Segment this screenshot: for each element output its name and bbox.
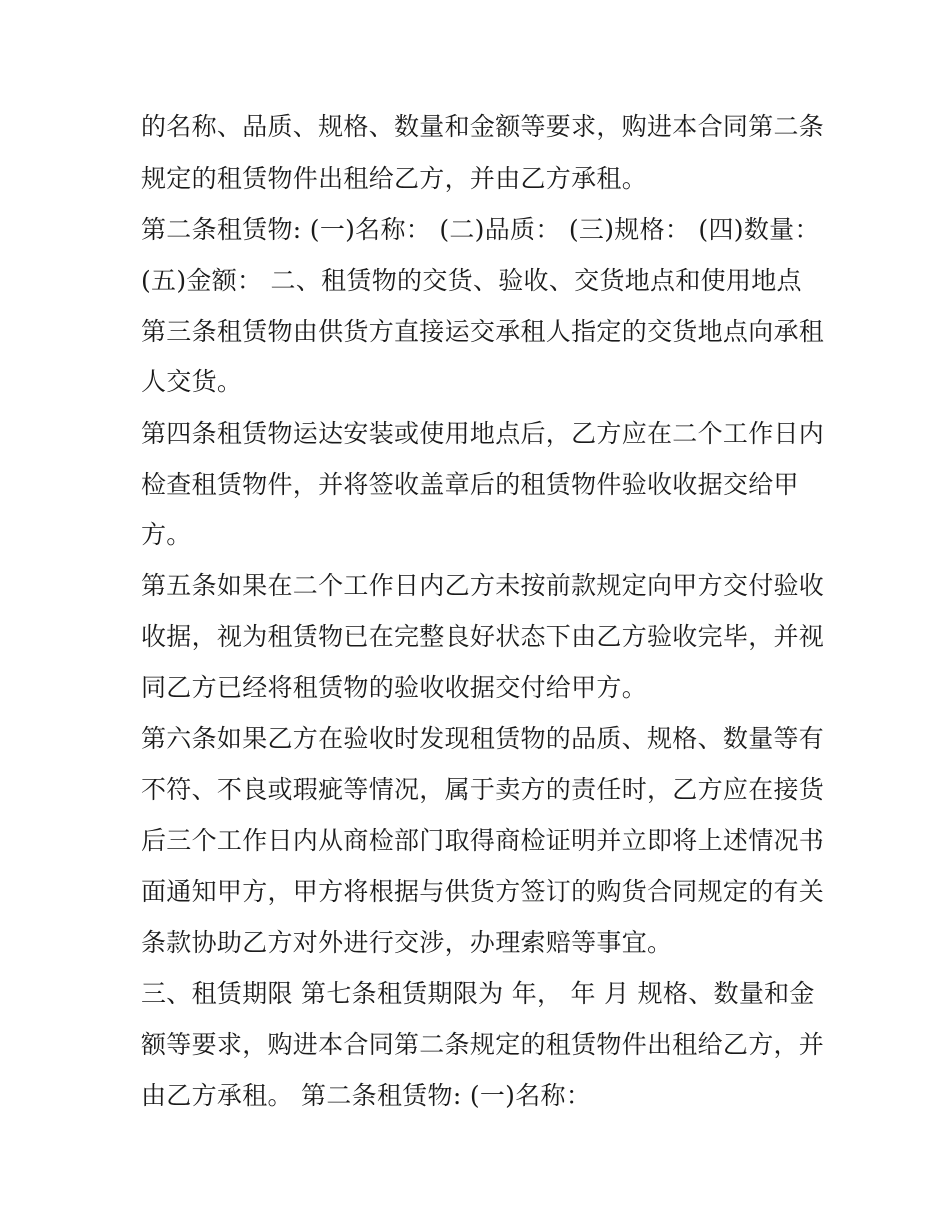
text-line: 第二条租赁物: (一)名称： (二)品质： (三)规格： (四)数量： [141,215,820,244]
text-line: 后三个工作日内从商检部门取得商检证明并立即将上述情况书 [141,826,825,855]
text-line: 三、租赁期限 第七条租赁期限为 年， 年 月 规格、数量和金 [141,979,815,1008]
text-line: 方。 [141,520,192,549]
text-line: 检查租赁物件，并将签收盖章后的租赁物件验收收据交给甲 [141,470,799,499]
text-line: 不符、不良或瑕疵等情况，属于卖方的责任时，乙方应在接货 [141,775,825,804]
text-line: 条款协助乙方对外进行交涉，办理索赔等事宜。 [141,928,673,957]
text-line: 的名称、品质、规格、数量和金额等要求，购进本合同第二条 [141,112,825,141]
text-line: 第五条如果在二个工作日内乙方未按前款规定向甲方交付验收 [141,571,825,600]
text-line: 收据，视为租赁物已在完整良好状态下由乙方验收完毕，并视 [141,622,825,651]
text-line: 同乙方已经将租赁物的验收收据交付给甲方。 [141,673,648,702]
text-line: 人交货。 [141,367,243,396]
text-line: 第六条如果乙方在验收时发现租赁物的品质、规格、数量等有 [141,724,825,753]
text-line: 额等要求，购进本合同第二条规定的租赁物件出租给乙方，并 [141,1030,825,1059]
text-line: 由乙方承租。 第二条租赁物: (一)名称： [141,1081,592,1110]
text-line: 规定的租赁物件出租给乙方，并由乙方承租。 [141,164,648,193]
text-line: 面通知甲方，甲方将根据与供货方签订的购货合同规定的有关 [141,877,825,906]
text-line: (五)金额： 二、租赁物的交货、验收、交货地点和使用地点 [141,266,802,295]
text-line: 第三条租赁物由供货方直接运交承租人指定的交货地点向承租 [141,317,825,346]
text-line: 第四条租赁物运达安装或使用地点后，乙方应在二个工作日内 [141,419,825,448]
